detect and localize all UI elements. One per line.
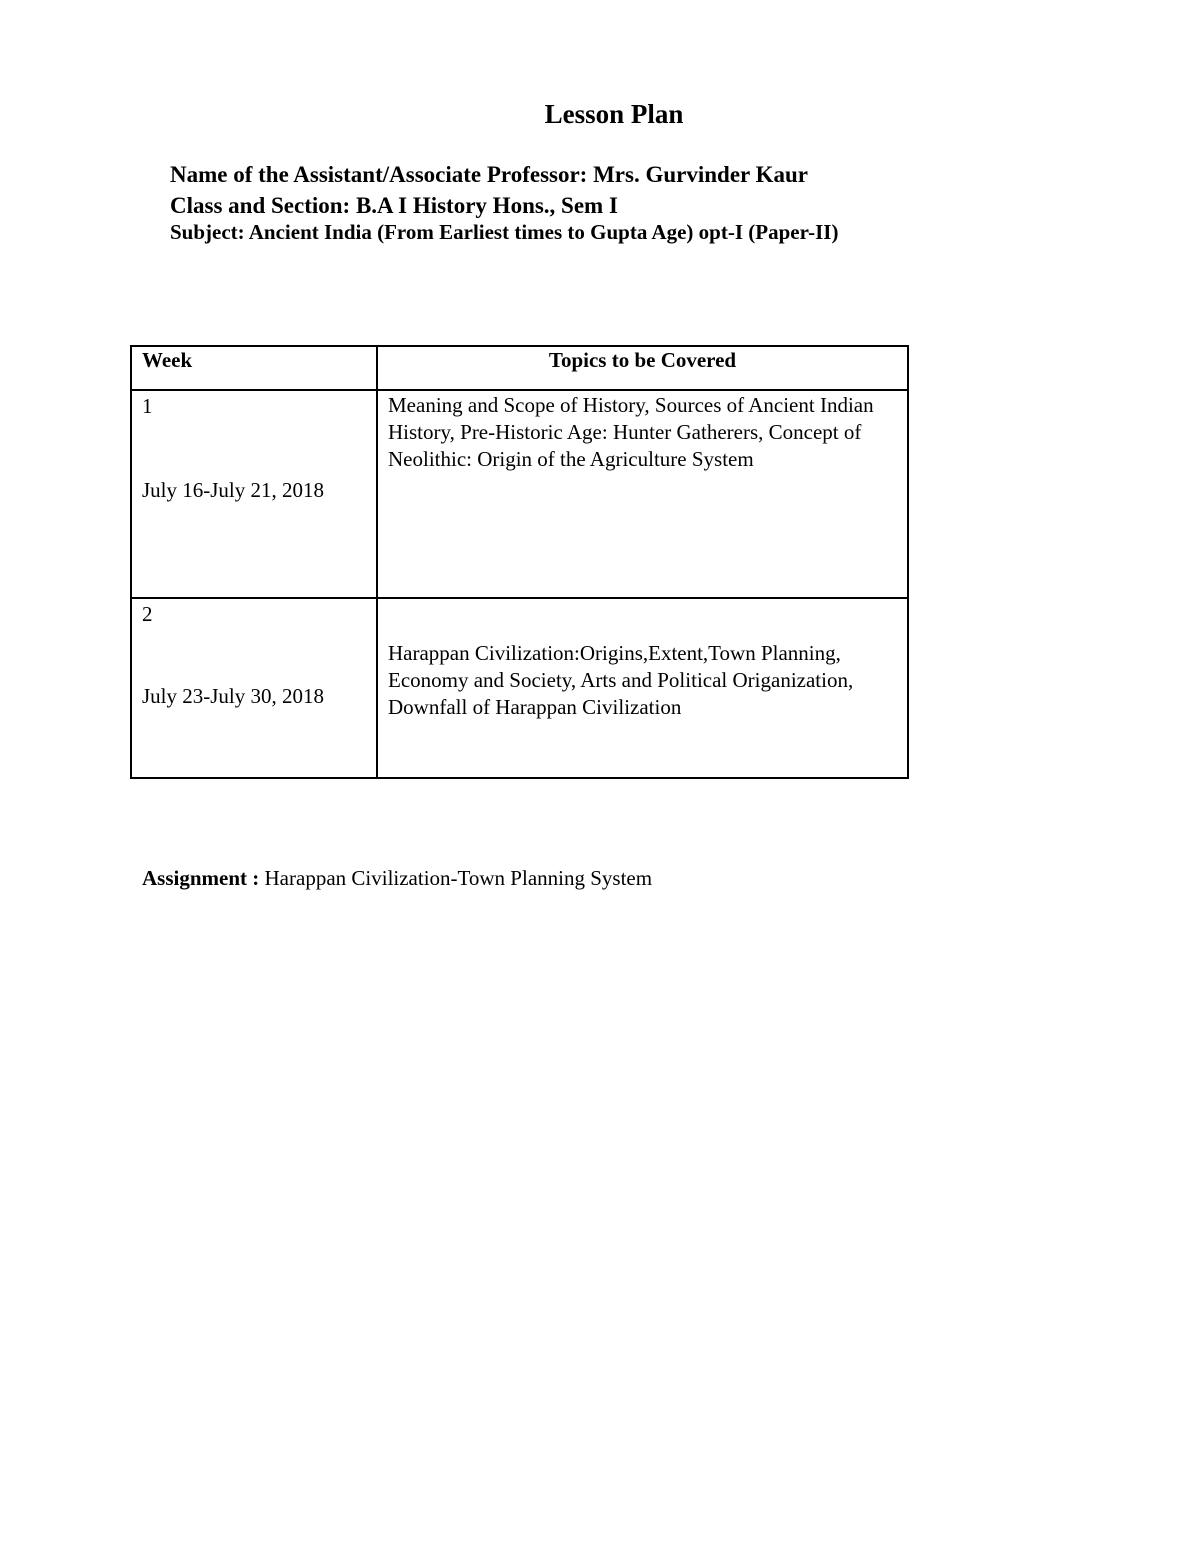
topics-column-header: Topics to be Covered [377,346,908,390]
week-column-header: Week [131,346,377,390]
page-title: Lesson Plan [544,99,684,129]
week-dates: July 23-July 30, 2018 [142,684,325,708]
topics-cell [377,390,908,598]
assignment-line [142,864,652,892]
subject-line: Subject: Ancient India (From Earliest times to Gupta Age) opt-I (Paper-II) [170,220,839,244]
topics-cell [377,598,908,778]
week-dates: July 16-July 21, 2018 [142,478,325,502]
table-header-row [131,346,908,390]
assignment-text: Harappan Civilization-Town Planning System [264,866,653,890]
topics-text: Harappan Civilization:Origins,Extent,Town Planning, Economy and Society, Arts and Political Origanization, Downfall of Harappan Civilization [388,641,854,719]
lesson-plan-table [130,345,909,779]
assignment-label: Assignment : [142,866,260,890]
week-cell [131,390,377,598]
table-row [131,598,908,778]
professor-name-line: Name of the Assistant/Associate Professor: Mrs. Gurvinder Kaur [170,162,808,187]
class-section-line: Class and Section: B.A I History Hons., Sem I [170,193,618,218]
week-number: 1 [142,394,153,418]
table-row [131,390,908,598]
topics-text: Meaning and Scope of History, Sources of Ancient Indian History, Pre-Historic Age: Hunter Gatherers, Concept of Neolithic: Origin of the Agriculture System [388,393,874,471]
week-cell [131,598,377,778]
week-number: 2 [142,602,153,626]
